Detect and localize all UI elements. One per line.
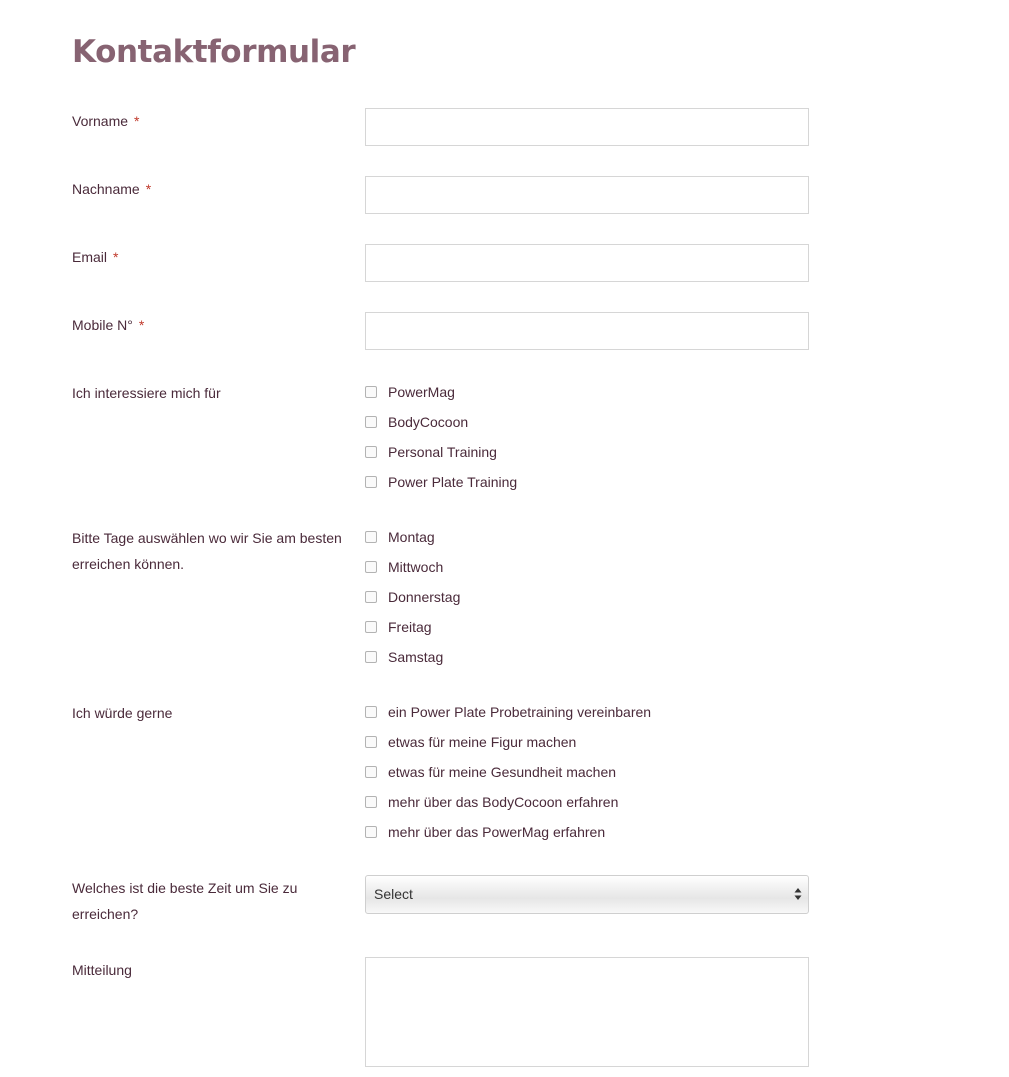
email-label-text: Email [72, 249, 108, 265]
first-name-input[interactable] [365, 108, 809, 146]
email-label [72, 244, 352, 270]
checkbox[interactable] [365, 591, 377, 603]
first-name-label [72, 108, 352, 134]
days-label-line1: Bitte Tage auswählen wo wir Sie am besten [72, 530, 342, 546]
wish-option-gesundheit[interactable] [365, 762, 616, 782]
last-name-label [72, 176, 352, 202]
required-marker: * [134, 113, 140, 129]
checkbox[interactable] [365, 531, 377, 543]
interest-option-power-plate-training[interactable] [365, 472, 517, 492]
best-time-label [72, 875, 352, 927]
interest-option-personal-training[interactable] [365, 442, 497, 462]
checkbox[interactable] [365, 826, 377, 838]
checkbox[interactable] [365, 446, 377, 458]
checkbox[interactable] [365, 766, 377, 778]
last-name-input[interactable] [365, 176, 809, 214]
wish-option-bodycocoon[interactable] [365, 792, 618, 812]
checkbox-label: mehr über das PowerMag erfahren [388, 824, 606, 840]
checkbox-label: Power Plate Training [388, 474, 518, 490]
checkbox-label: etwas für meine Figur machen [388, 734, 577, 750]
day-option-mittwoch[interactable] [365, 557, 443, 577]
checkbox[interactable] [365, 476, 377, 488]
last-name-label-text: Nachname [72, 181, 140, 197]
best-time-label-line1: Welches ist die beste Zeit um Sie zu [72, 880, 298, 896]
wish-option-powermag[interactable] [365, 822, 605, 842]
best-time-select[interactable] [365, 875, 809, 914]
checkbox[interactable] [365, 651, 377, 663]
day-option-freitag[interactable] [365, 617, 432, 637]
interest-option-bodycocoon[interactable] [365, 412, 468, 432]
checkbox-label: etwas für meine Gesundheit machen [388, 764, 617, 780]
checkbox[interactable] [365, 386, 377, 398]
days-label [72, 525, 352, 577]
interests-label: Ich interessiere mich für [72, 385, 221, 401]
wishes-label: Ich würde gerne [72, 705, 173, 721]
checkbox[interactable] [365, 706, 377, 718]
checkbox-label: Montag [388, 529, 435, 545]
checkbox-label: Donnerstag [388, 589, 461, 605]
required-marker: * [113, 249, 119, 265]
best-time-label-line2: erreichen? [72, 906, 139, 922]
email-input[interactable] [365, 244, 809, 282]
mobile-input[interactable] [365, 312, 809, 350]
checkbox-label: Samstag [388, 649, 444, 665]
first-name-label-text: Vorname [72, 113, 129, 129]
checkbox-label: PowerMag [388, 384, 455, 400]
checkbox-label: ein Power Plate Probetraining vereinbaren [388, 704, 652, 720]
required-marker: * [145, 181, 152, 197]
checkbox[interactable] [365, 736, 377, 748]
mobile-label [72, 312, 352, 338]
select-arrows-icon [794, 887, 802, 901]
mobile-label-text: Mobile N° [72, 317, 133, 333]
message-label: Mitteilung [72, 962, 132, 978]
checkbox[interactable] [365, 621, 377, 633]
checkbox-label: Freitag [388, 619, 432, 635]
checkbox-label: BodyCocoon [388, 414, 469, 430]
checkbox-label: Personal Training [388, 444, 497, 460]
page-title: Kontaktformular [72, 34, 356, 70]
wish-option-probetraining[interactable] [365, 702, 651, 722]
required-marker: * [138, 317, 145, 333]
checkbox[interactable] [365, 416, 377, 428]
message-textarea[interactable] [365, 957, 809, 1067]
checkbox[interactable] [365, 561, 377, 573]
best-time-select-value: Select [374, 886, 413, 902]
checkbox-label: mehr über das BodyCocoon erfahren [388, 794, 619, 810]
day-option-montag[interactable] [365, 527, 435, 547]
checkbox[interactable] [365, 796, 377, 808]
checkbox-label: Mittwoch [388, 559, 444, 575]
day-option-donnerstag[interactable] [365, 587, 460, 607]
interest-option-powermag[interactable] [365, 382, 455, 402]
day-option-samstag[interactable] [365, 647, 443, 667]
wish-option-figur[interactable] [365, 732, 576, 752]
days-label-line2: erreichen können. [72, 556, 185, 572]
